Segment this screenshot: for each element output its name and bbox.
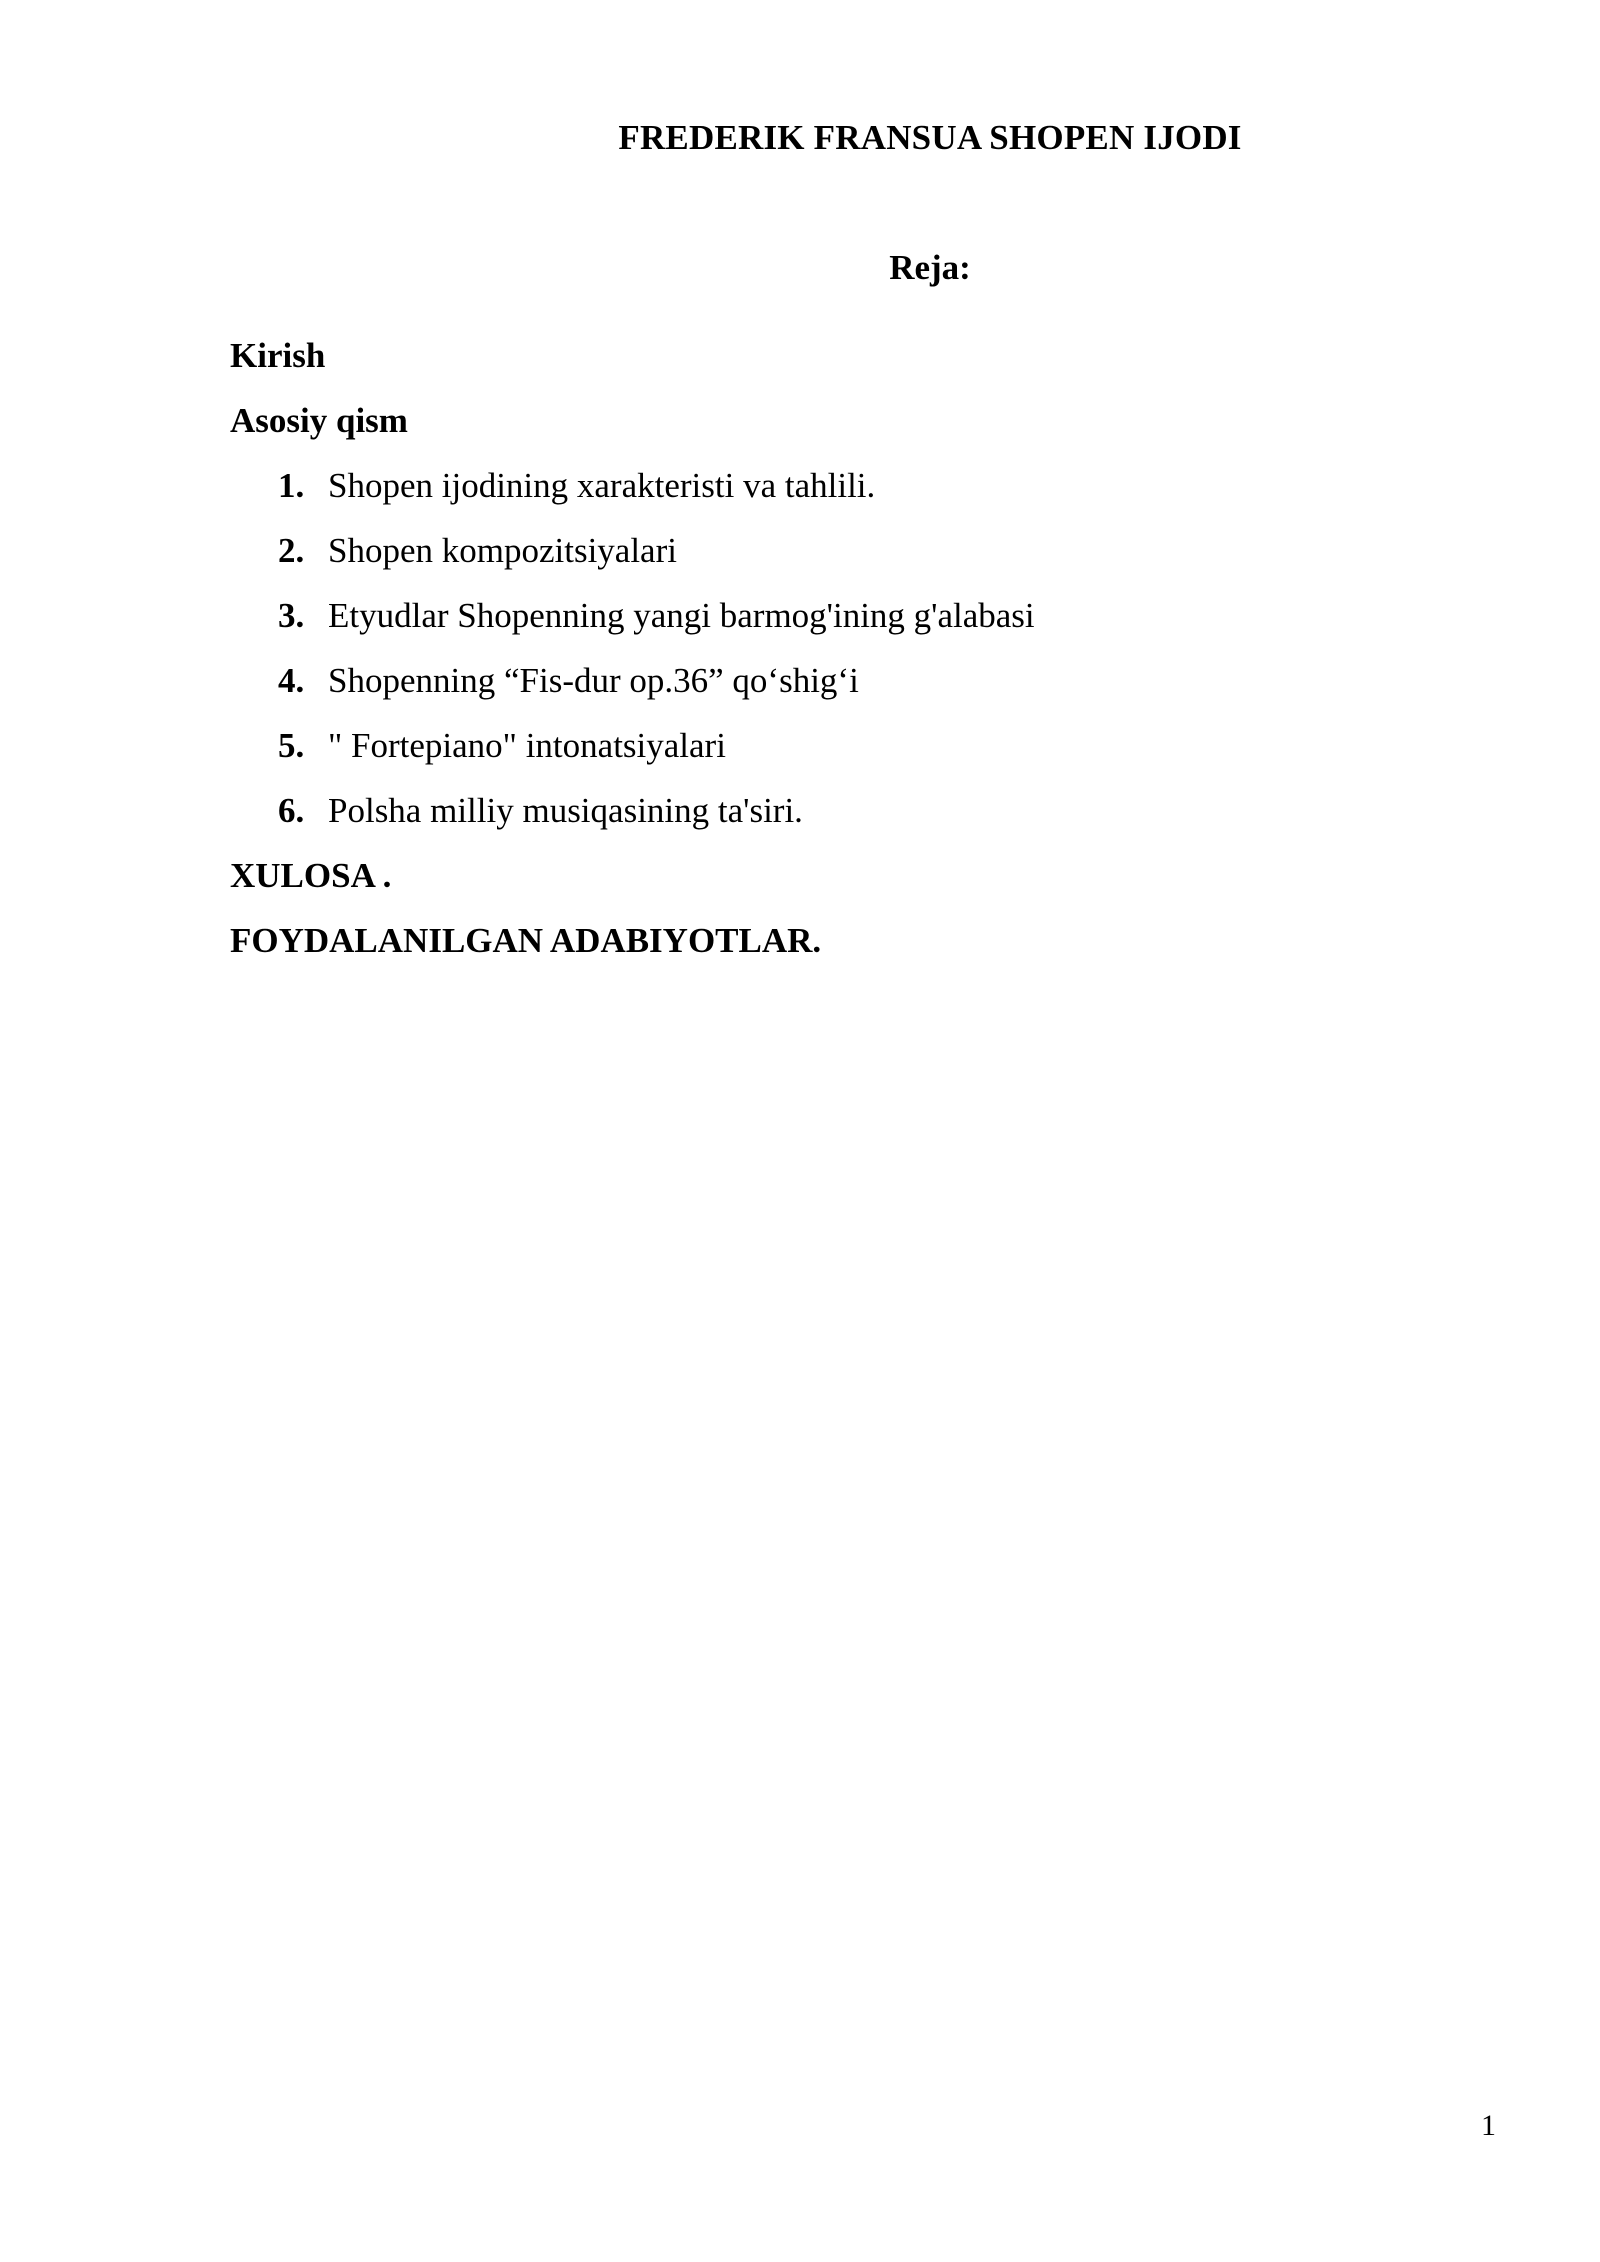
list-item-number: 4. bbox=[278, 661, 305, 700]
list-item-number: 5. bbox=[278, 726, 305, 765]
list-item-number: 1. bbox=[278, 466, 305, 505]
intro-heading: Kirish bbox=[230, 336, 326, 375]
list-item bbox=[230, 464, 1430, 529]
list-item-text: Shopen ijodining xarakteristi va tahlili. bbox=[328, 466, 876, 505]
list-item-number: 2. bbox=[278, 531, 305, 570]
list-item-text: Shopenning “Fis-dur op.36” qo‘shig‘i bbox=[328, 661, 859, 700]
list-item bbox=[230, 594, 1430, 659]
list-item-text: " Fortepiano" intonatsiyalari bbox=[328, 726, 726, 765]
references-heading: FOYDALANILGAN ADABIYOTLAR. bbox=[230, 921, 822, 960]
main-part-heading: Asosiy qism bbox=[230, 401, 408, 440]
list-item-number: 6. bbox=[278, 791, 305, 830]
list-item bbox=[230, 529, 1430, 594]
list-item-text: Shopen kompozitsiyalari bbox=[328, 531, 677, 570]
page-number: 1 bbox=[1481, 2109, 1496, 2142]
list-item-text: Polsha milliy musiqasining ta'siri. bbox=[328, 791, 803, 830]
list-item-text: Etyudlar Shopenning yangi barmog'ining g'alabasi bbox=[328, 596, 1035, 635]
plan-outline bbox=[230, 334, 1430, 984]
list-item bbox=[230, 724, 1430, 789]
list-item bbox=[230, 789, 1430, 854]
list-item bbox=[230, 659, 1430, 724]
list-item-number: 3. bbox=[278, 596, 305, 635]
document-title: FREDERIK FRANSUA SHOPEN IJODI bbox=[618, 118, 1242, 157]
plan-heading: Reja: bbox=[889, 248, 971, 287]
conclusion-heading: XULOSA . bbox=[230, 856, 392, 895]
